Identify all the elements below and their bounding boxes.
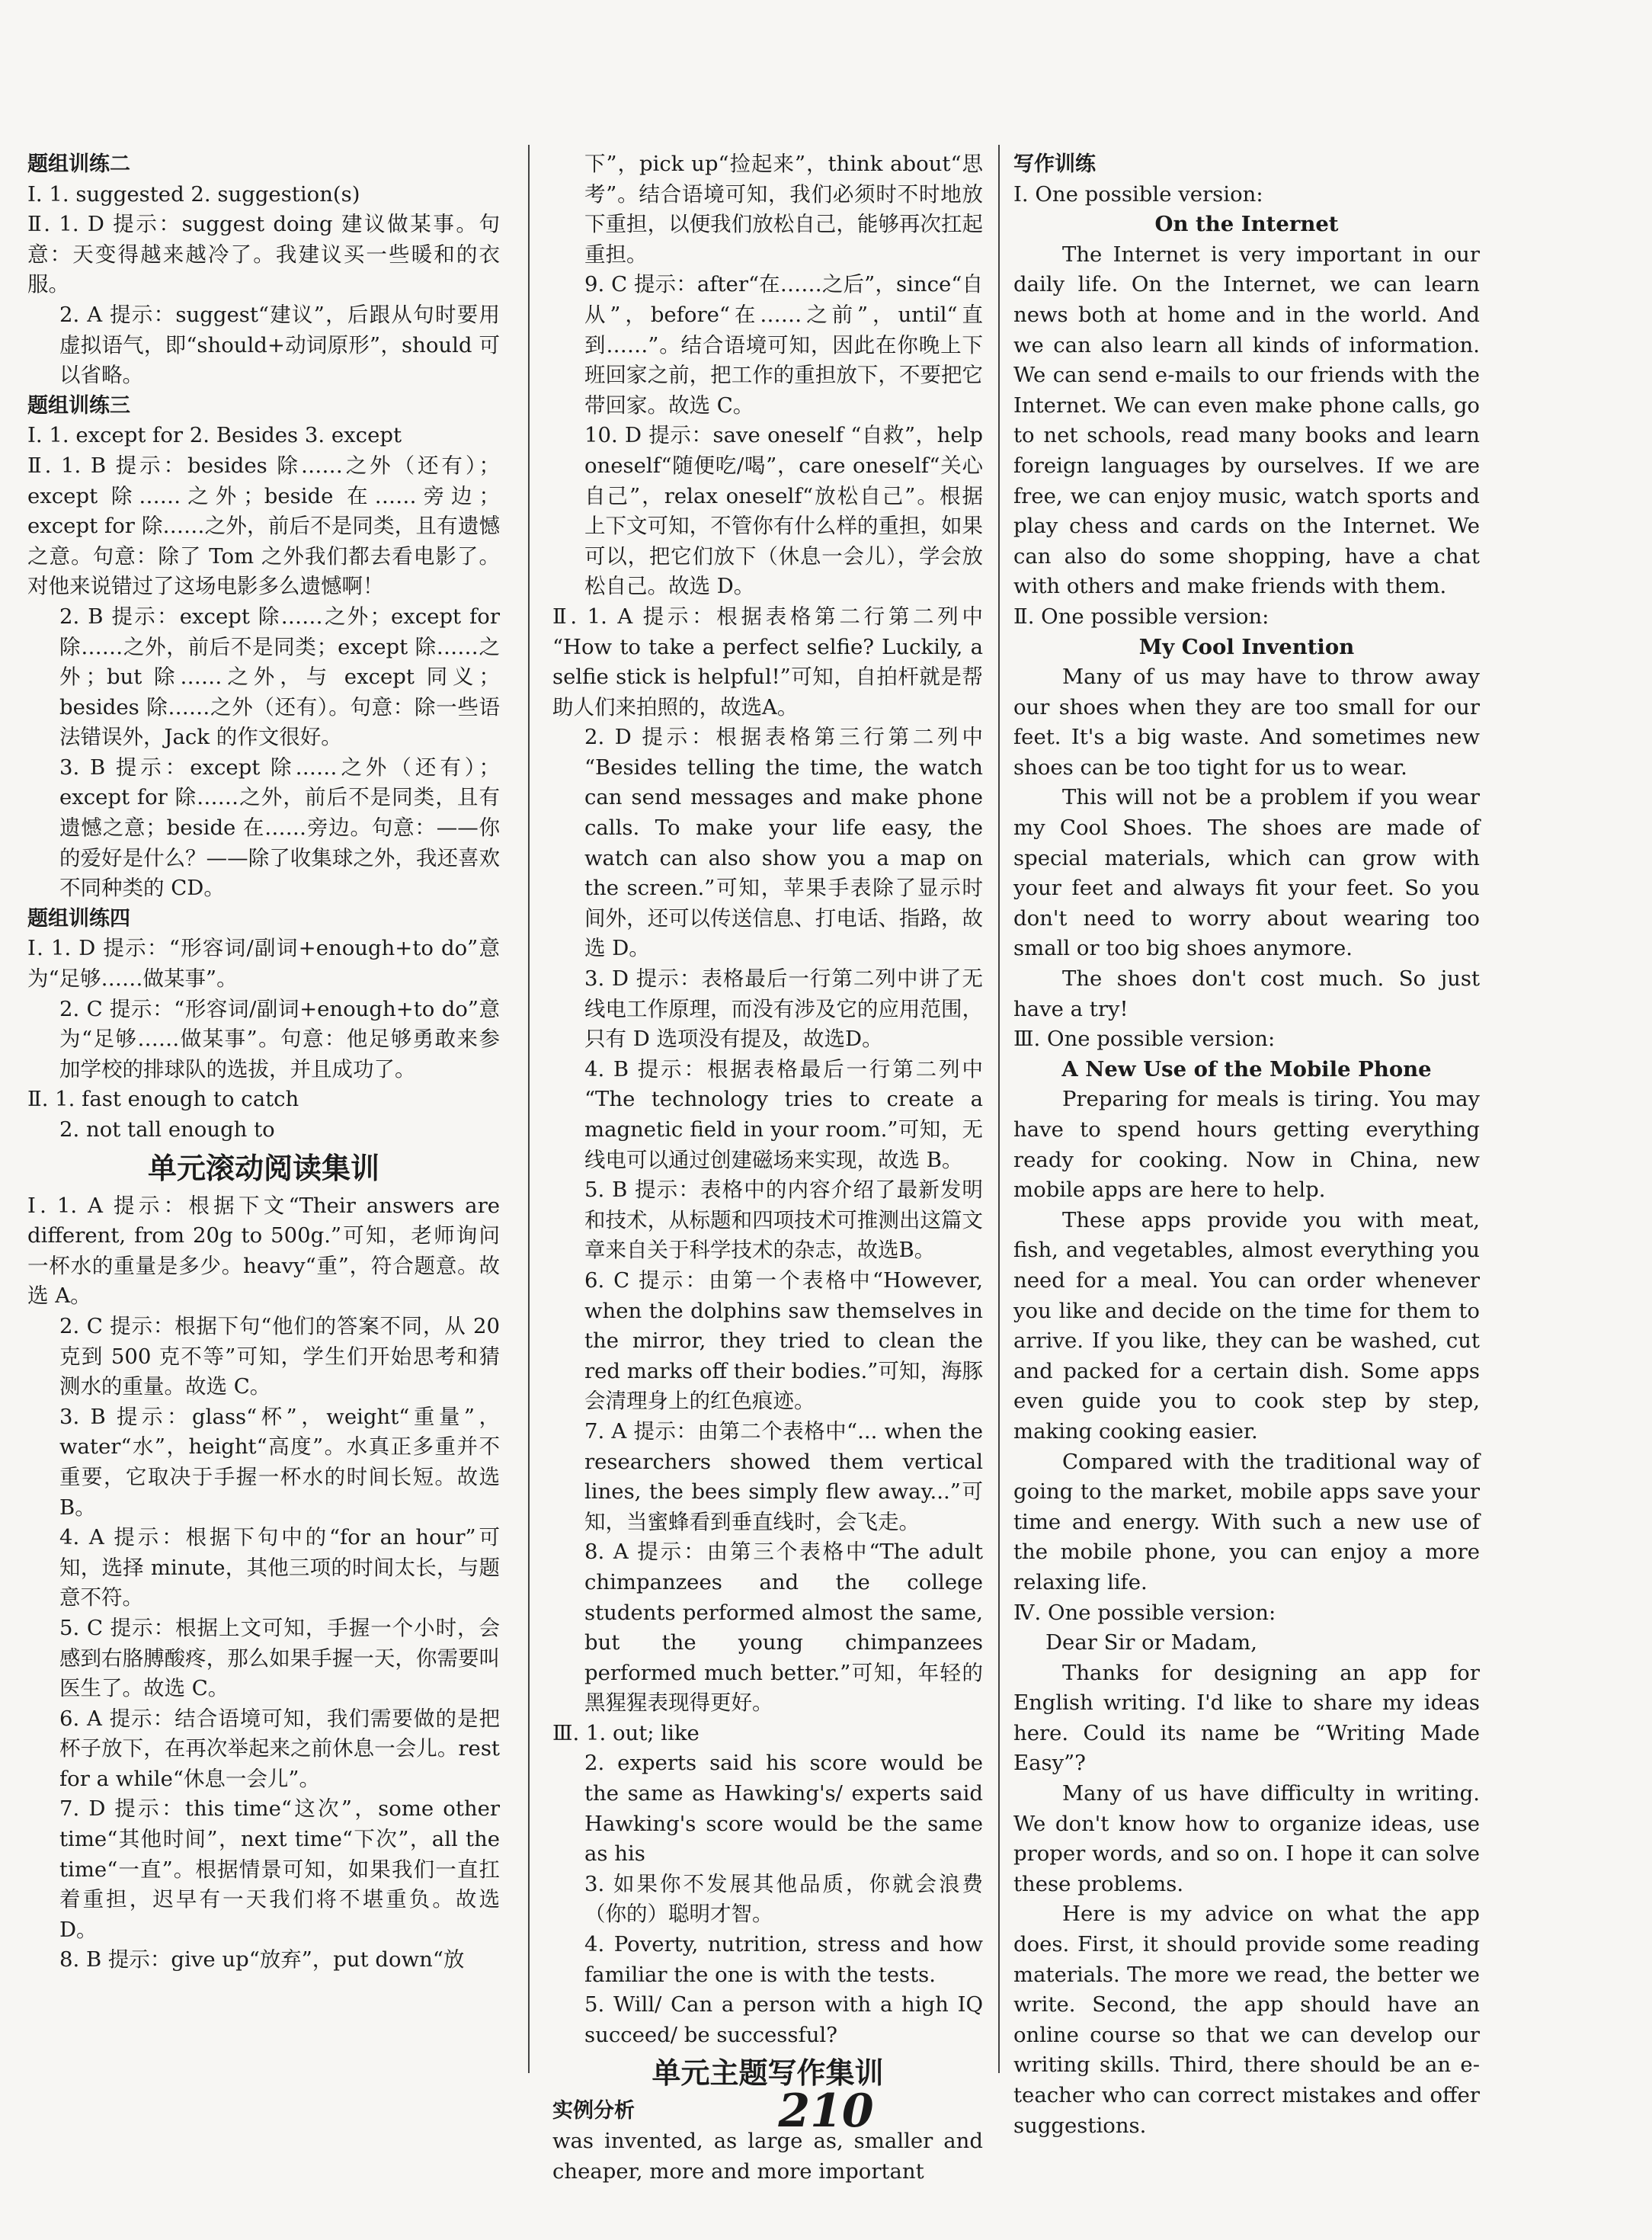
essay-paragraph: Many of us may have to throw away our shoes when they are too small for our feet. It's a big waste. And sometimes new shoes can be too tight for us to wear. <box>1013 665 1480 780</box>
section-heading: 实例分析 <box>552 2099 635 2123</box>
section-heading: 题组训练三 <box>27 393 130 418</box>
answer-item: 5. B 提示：表格中的内容介绍了最新发明和技术，从标题和四项技术可推测出这篇文章来自关于科学技术的杂志，故选B。 <box>584 1178 983 1263</box>
answer-item: 2. D 提示：根据表格第三行第二列中 “Besides telling the time, the watch can send messages and make phone calls. To make your life easy, the watch can also show you a map on the screen.”可知，苹果手表除了显示时间外，还可以传送信息、打电话、指路，故选 D。 <box>584 725 983 961</box>
answer-item: 4. B 提示：根据表格最后一行第二列中 “The technology tries to create a magnetic field in your room.”可知，无线电可以通过创建磁场来实现，故选 B。 <box>584 1056 983 1172</box>
answer-item: 5. C 提示：根据上文可知，手握一个小时，会感到右胳膊酸疼，那么如果手握一天，你需要叫医生了。故选 C。 <box>59 1615 500 1701</box>
essay-paragraph: Preparing for meals is tiring. You may have to spend hours getting everything ready for cooking. Now in China, new mobile apps are here to help. <box>1013 1087 1480 1203</box>
answer-item: Ⅲ. 1. out; like <box>552 1720 700 1745</box>
essay-paragraph: Here is my advice on what the app does. First, it should provide some reading materials. The more we read, the better we write. Second, the app should have an online course so that we can develop our writing skills. Third, there should be an e-teacher who can correct mistakes and offer suggestions. <box>1013 1902 1480 2138</box>
answer-item: Ⅰ. 1. suggested 2. suggestion(s) <box>27 181 360 207</box>
letter-salutation: Dear Sir or Madam, <box>1045 1630 1257 1655</box>
essay-paragraph: Compared with the traditional way of going to the market, mobile apps save your time and energy. With such a new use of the mobile phone, you can enjoy a more relaxing life. <box>1013 1449 1480 1594</box>
answer-item: 4. Poverty, nutrition, stress and how familiar the one is with the tests. <box>584 1932 983 1987</box>
answer-item: Ⅰ. 1. A 提示：根据下文“Their answers are different, from 20g to 500g.”可知，老师询问一杯水的重量是多少。heavy“重”，符合题意。故选 A。 <box>27 1193 500 1309</box>
page-number: 210 <box>778 2085 874 2138</box>
answer-item: 8. B 提示：give up“放弃”，put down“放 <box>59 1947 465 1972</box>
answer-item: 6. C 提示：由第一个表格中“However, when the dolphins saw themselves in the mirror, they tried to clean the red marks off their bodies.”可知，海豚会清理身上的红色痕迹。 <box>584 1267 983 1414</box>
answer-item: 2. A 提示：suggest“建议”，后跟从句时要用虚拟语气，即“should+动词原形”，should 可以省略。 <box>59 302 500 388</box>
answer-item: 7. D 提示：this time“这次”，some other time“其他时间”，next time“下次”，all the time“一直”。根据情景可知，如果我们一直扛着重担，迟早有一天我们将不堪重负。故选 D。 <box>59 1796 500 1942</box>
answer-item: Ⅰ. 1. except for 2. Besides 3. except <box>27 423 402 448</box>
answer-item: 2. C 提示：“形容词/副词+enough+to do”意为“足够……做某事”。句意：他足够勇敢来参加学校的排球队的选拔，并且成功了。 <box>59 996 500 1082</box>
answer-column-right <box>1013 149 1480 2141</box>
answer-item: Ⅱ. 1. A 提示：根据表格第二行第二列中 “How to take a perfect selfie? Luckily, a selfie stick is helpful!”可知，自拍杆就是帮助人们来拍照的，故选A。 <box>552 604 983 719</box>
essay-title: A New Use of the Mobile Phone <box>1061 1056 1432 1082</box>
essay-paragraph: The Internet is very important in our daily life. On the Internet, we can learn news both at home and in the world. And we can also learn all kinds of information. We can send e-mails to our friends with the Internet. We can even make phone calls, go to net schools, read many books and learn foreign languages by ourselves. If we are free, we can enjoy music, watch sports and play chess and cards on the Internet. We can also do some shopping, have a chat with others and make friends with them. <box>1013 242 1480 599</box>
section-heading: 题组训练四 <box>27 906 130 931</box>
column-divider <box>998 145 1000 2073</box>
essay-paragraph: These apps provide you with meat, fish, and vegetables, almost everything you need for a meal. You can order whenever you like and decide on the time for them to arrive. If you like, they can be washed, cut and packed for a certain dish. Some apps even guide you to cook step by step, making cooking easier. <box>1013 1207 1480 1444</box>
answer-column-left <box>27 149 500 1976</box>
unit-heading: 单元滚动阅读集训 <box>147 1151 379 1185</box>
unit-heading: 单元主题写作集训 <box>652 2056 884 2091</box>
answer-item: Ⅳ. One possible version: <box>1013 1600 1276 1625</box>
answer-item: 9. C 提示：after“在……之后”，since“自从”，before“在……之前”，until“直到……”。结合语境可知，因此在你晚上下班回家之前，把工作的重担放下，不要把它带回家。故选 C。 <box>584 272 983 418</box>
answer-item: Ⅰ. One possible version: <box>1013 181 1263 207</box>
answer-column-middle <box>552 149 983 2187</box>
answer-item: 2. not tall enough to <box>59 1117 275 1142</box>
section-heading: 题组训练二 <box>27 152 130 176</box>
answer-item: Ⅱ. 1. B 提示：besides 除……之外（还有）；except 除……之外；beside 在……旁边；except for 除……之外，前后不是同类，且有遗憾之意。句意：除了 Tom 之外我们都去看电影了。对他来说错过了这场电影多么遗憾啊！ <box>27 453 500 599</box>
answer-item: 4. A 提示：根据下句中的“for an hour”可知，选择 minute，其他三项的时间太长，与题意不符。 <box>59 1525 500 1610</box>
answer-item: 2. C 提示：根据下句“他们的答案不同，从 20 克到 500 克不等”可知，学生们开始思考和猜测水的重量。故选 C。 <box>59 1313 500 1399</box>
answer-item: 3. B 提示：except 除……之外（还有）；except for 除……之外，前后不是同类，且有遗憾之意；beside 在……旁边。句意：——你的爱好是什么？——除了收集球之外，我还喜欢不同种类的 CD。 <box>59 755 500 901</box>
essay-paragraph: Thanks for designing an app for English writing. I'd like to share my ideas here. Could its name be “Writing Made Easy”? <box>1013 1660 1480 1776</box>
section-heading: 写作训练 <box>1013 152 1096 176</box>
answer-text: was invented, as large as, smaller and cheaper, more and more important <box>552 2129 983 2184</box>
essay-paragraph: The shoes don't cost much. So just have a try! <box>1013 966 1480 1021</box>
answer-item: 下”，pick up“捡起来”，think about“思考”。结合语境可知，我们必须时不时地放下重担，以便我们放松自己，能够再次扛起重担。 <box>584 152 983 267</box>
essay-paragraph: Many of us have difficulty in writing. We don't know how to organize ideas, use proper words, and so on. I hope it can solve these problems. <box>1013 1781 1480 1896</box>
answer-item: Ⅱ. 1. fast enough to catch <box>27 1087 299 1112</box>
essay-title: On the Internet <box>1154 212 1339 237</box>
column-divider <box>528 145 530 2073</box>
answer-item: 7. A 提示：由第二个表格中“... when the researchers showed them vertical lines, the bees simply flew away...”可知，当蜜蜂看到垂直线时，会飞走。 <box>584 1418 983 1534</box>
answer-item: Ⅱ. 1. D 提示：suggest doing 建议做某事。句意：天变得越来越冷了。我建议买一些暖和的衣服。 <box>27 212 500 297</box>
answer-item: 5. Will/ Can a person with a high IQ succeed/ be successful? <box>584 1992 983 2047</box>
essay-title: My Cool Invention <box>1138 634 1355 659</box>
answer-item: 3. B 提示：glass“杯”，weight“重量”，water“水”，height“高度”。水真正多重并不重要，它取决于手握一杯水的时间长短。故选 B。 <box>59 1404 500 1520</box>
essay-paragraph: This will not be a problem if you wear my Cool Shoes. The shoes are made of special materials, which can grow with your feet and always fit your feet. So you don't need to worry about wearing too small or too big shoes anymore. <box>1013 785 1480 961</box>
answer-item: 6. A 提示：结合语境可知，我们需要做的是把杯子放下，在再次举起来之前休息一会儿。rest for a while“休息一会儿”。 <box>59 1706 500 1791</box>
answer-item: 3. D 提示：表格最后一行第二列中讲了无线电工作原理，而没有涉及它的应用范围，只有 D 选项没有提及，故选D。 <box>584 966 983 1052</box>
answer-item: Ⅱ. One possible version: <box>1013 604 1269 629</box>
answer-item: 8. A 提示：由第三个表格中“The adult chimpanzees and the college students performed almost the same, but the young chimpanzees performed much better.”可知，年轻的黑猩猩表现得更好。 <box>584 1540 983 1716</box>
answer-item: Ⅰ. 1. D 提示：“形容词/副词+enough+to do”意为“足够……做某事”。 <box>27 936 500 992</box>
answer-item: Ⅲ. One possible version: <box>1013 1027 1276 1052</box>
answer-item: 2. experts said his score would be the same as Hawking's/ experts said Hawking's score would be the same as his <box>584 1751 983 1867</box>
answer-item: 3. 如果你不发展其他品质，你就会浪费（你的）聪明才智。 <box>584 1871 983 1927</box>
answer-item: 10. D 提示：save oneself “自救”，help oneself“随便吃/喝”，care oneself“关心自己”，relax oneself“放松自己”。根据上下文可知，不管你有什么样的重担，如果可以，把它们放下（休息一会儿），学会放松自己。故选 D。 <box>584 423 983 599</box>
answer-item: 2. B 提示：except 除……之外；except for 除……之外，前后不是同类；except 除……之外；but 除……之外，与 except 同义；besides 除……之外（还有）。句意：除一些语法错误外，Jack 的作文很好。 <box>59 604 500 750</box>
